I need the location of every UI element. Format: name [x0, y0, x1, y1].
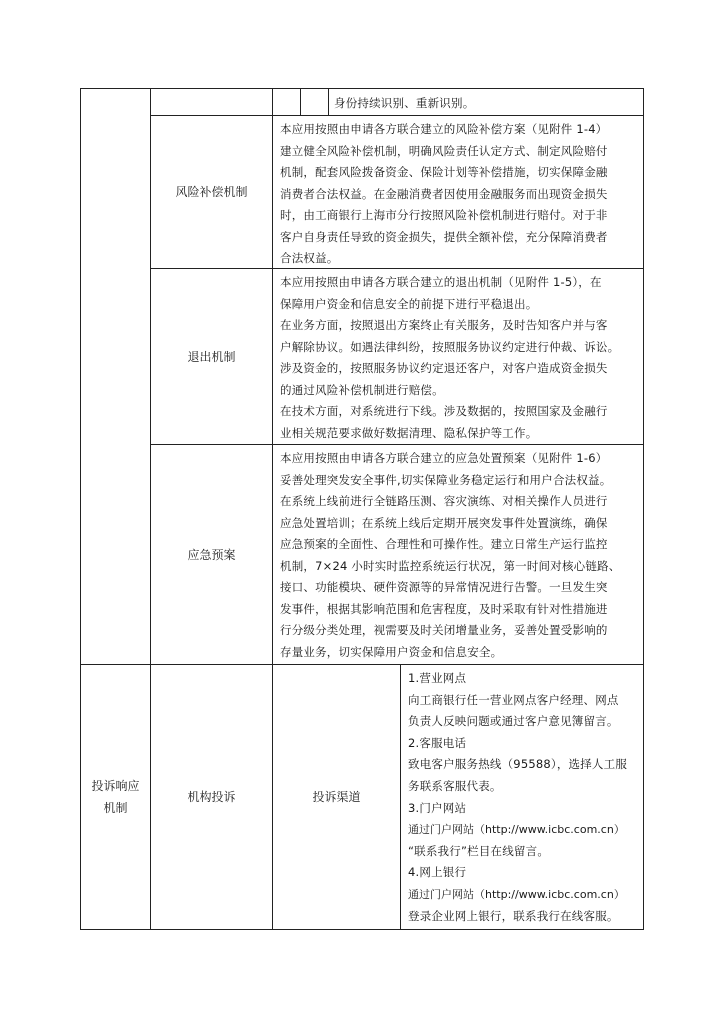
emergency-plan-label: 应急预案: [187, 547, 236, 562]
exit-mechanism-label: 退出机制: [187, 349, 236, 364]
top-row-text: 身份持续识别、重新识别。: [334, 96, 475, 110]
complaint-mechanism-label: 投诉响应 机制: [91, 779, 140, 815]
complaint-channel-content: 1.营业网点 向工商银行任一营业网点客户经理、网点 负责人反映问题或通过客户意见簿留言。 2.客服电话 致电客户服务热线（95588），选择人工服 务联系客服代表。 3.门户网站 通过门户网站（http://www.icbc.com.cn） “联系我行”栏目在线留言。 4.网上银行 通过门户网站（http://www.icbc.com.cn） 登录企业网上银行，联系我行在线客服。: [408, 671, 628, 923]
exit-mechanism-content: 本应用按照由申请各方联合建立的退出机制（见附件 1-5），在 保障用户资金和信息安全的前提下进行平稳退出。 在业务方面，按照退出方案终止有关服务，及时告知客户并与客 户解除协议。如遇法律纠纷，按照服务协议约定进行仲裁、诉讼。 涉及资金的，按照服务协议约定退还客户，对客户造成资金损失 的通过风险补偿机制进行赔偿。 在技术方面，对系统进行下线。涉及数据的，按照国家及金融行 业相关规范要求做好数据清理、隐私保护等工作。: [280, 275, 620, 440]
risk-compensation-content: 本应用按照由申请各方联合建立的风险补偿方案（见附件 1-4） 建立健全风险补偿机制，明确风险责任认定方式、制定风险赔付 机制，配套风险拨备资金、保险计划等补偿措施，切实保障金融 消费者合法权益。在金融消费者因使用金融服务而出现资金损失 时，由工商银行上海市分行按照风险补偿机制进行赔付。对于非 客户自身责任导致的资金损失，提供全额补偿，充分保障消费者 合法权益。: [280, 122, 608, 265]
risk-compensation-label: 风险补偿机制: [175, 185, 248, 199]
emergency-plan-content: 本应用按照由申请各方联合建立的应急处置预案（见附件 1-6） 妥善处理突发安全事件,切实保障业务稳定运行和用户合法权益。 在系统上线前进行全链路压测、容灾演练、对相关操作人员进行 应急处置培训；在系统上线后定期开展突发事件处置演练，确保 应急预案的全面性、合理性和可操作性。建立日常生产运行监控 机制，7×24 小时实时监控系统运行状况，第一时间对核心链路、 接口、功能模块、硬件资源等的异常情况进行告警。一旦发生突 发事件，根据其影响范围和危害程度，及时采取有针对性措施进 行分级分类处理，视需要及时关闭增量业务，妥善处置受影响的 存量业务，切实保障用户资金和信息安全。: [280, 451, 621, 659]
institution-complaint-label: 机构投诉: [187, 790, 236, 804]
complaint-channel-label: 投诉渠道: [312, 790, 361, 804]
